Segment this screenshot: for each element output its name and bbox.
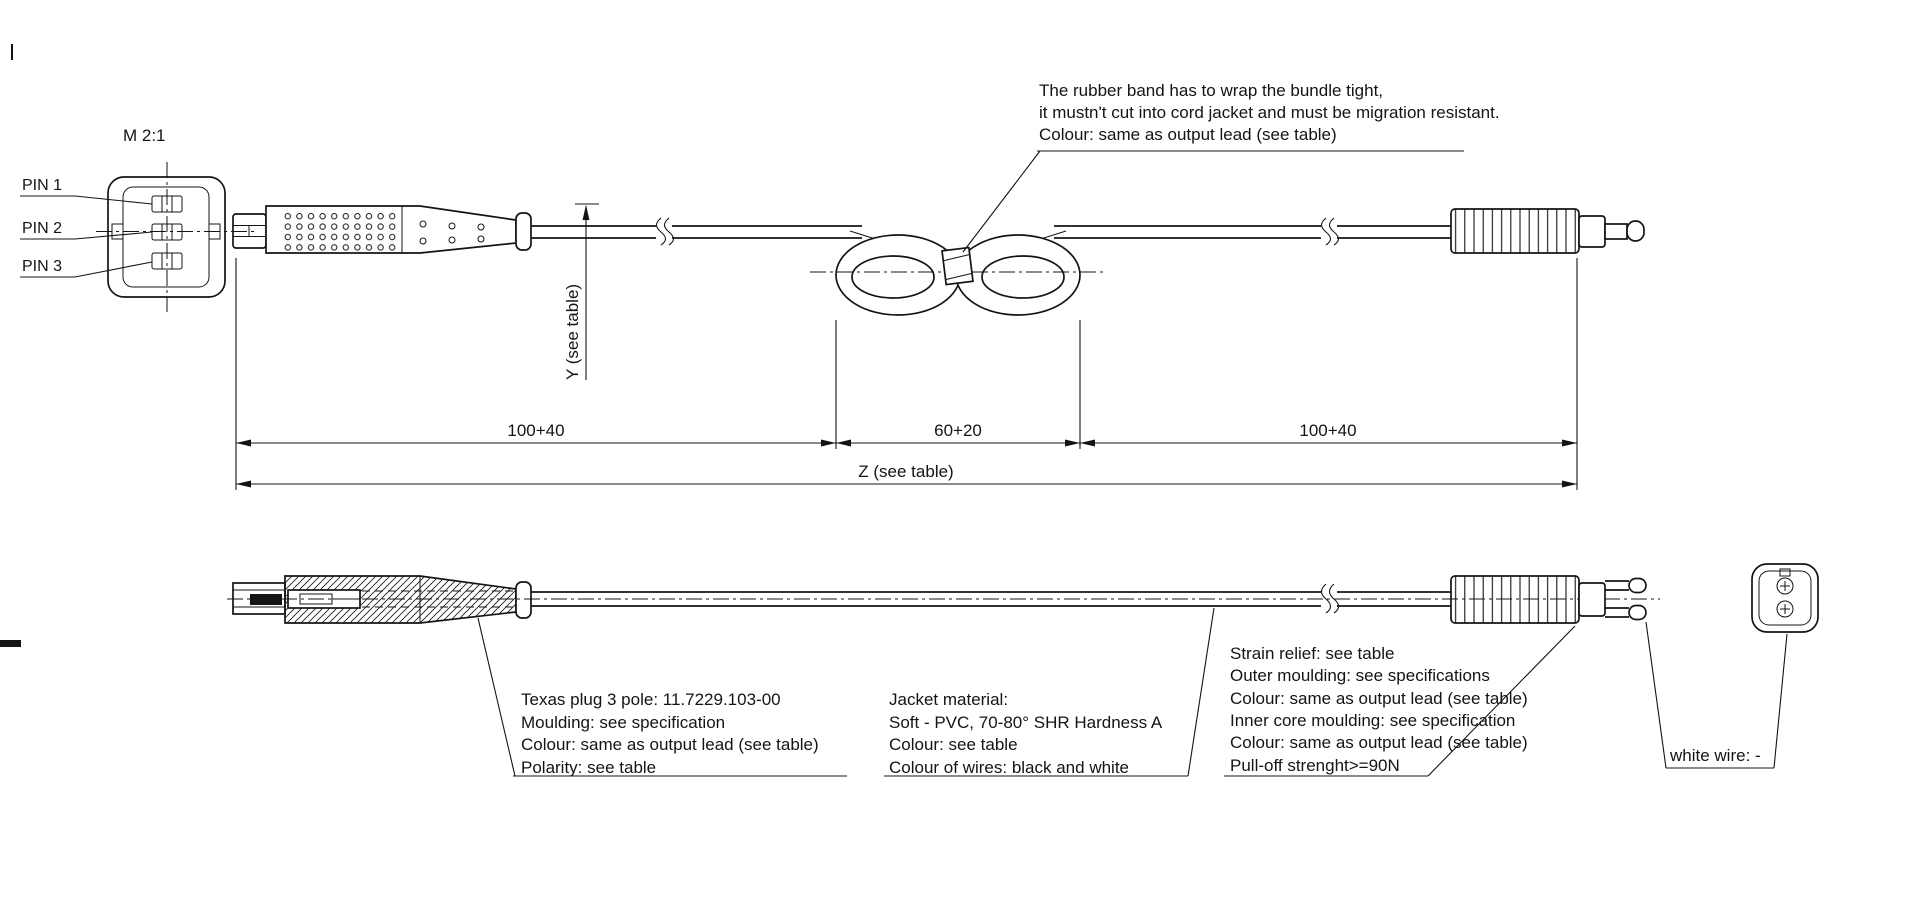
white-wire-note [1646,622,1787,768]
note-line: Texas plug 3 pole: 11.7229.103-00 [521,690,781,709]
bundle-left-loop-inner [852,256,934,298]
output-plug-tip [1627,221,1644,241]
pin-label: PIN 1 [22,177,63,194]
dim-label-left: 100+40 [507,421,565,440]
dim-label-total: Z (see table) [858,462,954,481]
rubber-band [942,248,973,285]
note-line: white wire: - [1670,746,1761,765]
note-line: Outer moulding: see specifications [1230,666,1490,685]
pin-label: PIN 3 [22,258,63,275]
note-line: Colour: same as output lead (see table) [521,735,819,754]
note-line: Strain relief: see table [1230,644,1395,663]
note-line: The rubber band has to wrap the bundle tight, [1039,81,1384,100]
dim-label-mid: 60+20 [934,421,982,440]
jacket-note [884,608,1214,777]
note-line: Soft - PVC, 70-80° SHR Hardness A [889,713,1163,732]
note-line: it mustn't cut into cord jacket and must be migration resistant. [1039,103,1500,122]
dim-label-right: 100+40 [1299,421,1357,440]
detail-scale-label: M 2:1 [123,126,166,145]
output-plug-step-section [1579,583,1605,616]
bundle-right-loop-inner [982,256,1064,298]
end-view-notch [1780,569,1790,576]
note-line: Jacket material: [889,690,1009,709]
output-prong-lower [1605,606,1646,620]
note-line: Inner core moulding: see specification [1230,711,1516,730]
note-leader-endview [1774,634,1787,768]
note-line: Colour of wires: black and white [889,758,1130,777]
note-line: Colour: see table [889,735,1018,754]
pin1-leader [75,196,152,204]
cable-assembly-bottom-view [227,576,1660,623]
pin2-leader [75,232,152,239]
note-leader [478,618,515,776]
output-prong-upper [1605,579,1646,593]
strain-relief-note [1224,626,1575,776]
note-line: Colour: same as output lead (see table) [1230,733,1528,752]
plug-grip-dots [282,211,400,252]
cable-assembly-top-view [233,206,1644,315]
note-leader [1188,608,1214,776]
cable-top-right [1054,218,1451,245]
texas-plug-top [233,206,531,253]
y-dimension [563,204,599,380]
pin-label: PIN 2 [22,220,63,237]
note-line: Moulding: see specification [521,713,726,732]
strain-relief-top [1451,209,1644,253]
output-plug-step [1579,216,1605,247]
sheet-marks [0,44,21,647]
y-dim-label: Y (see table) [563,283,582,380]
note-leader-prong [1646,622,1666,768]
y-dim-arrow [583,205,590,220]
note-line: Polarity: see table [521,758,657,777]
note-line: Colour: same as output lead (see table) [1039,125,1337,144]
cable-top-left [531,218,862,245]
plug-collar-section [516,582,531,618]
output-plug-stem [1605,224,1627,239]
note-line: Colour: same as output lead (see table) [1230,689,1528,708]
output-connector-end-view [1752,564,1818,632]
plug-collar [516,213,531,250]
pin3-leader [75,262,152,277]
connector-detail-view [96,126,255,312]
pin-callouts [20,177,152,277]
texas-plug-note [478,618,847,777]
border-tick-left [0,640,21,647]
note-line: Pull-off strenght>=90N [1230,756,1400,775]
cable-bundle [810,231,1106,315]
